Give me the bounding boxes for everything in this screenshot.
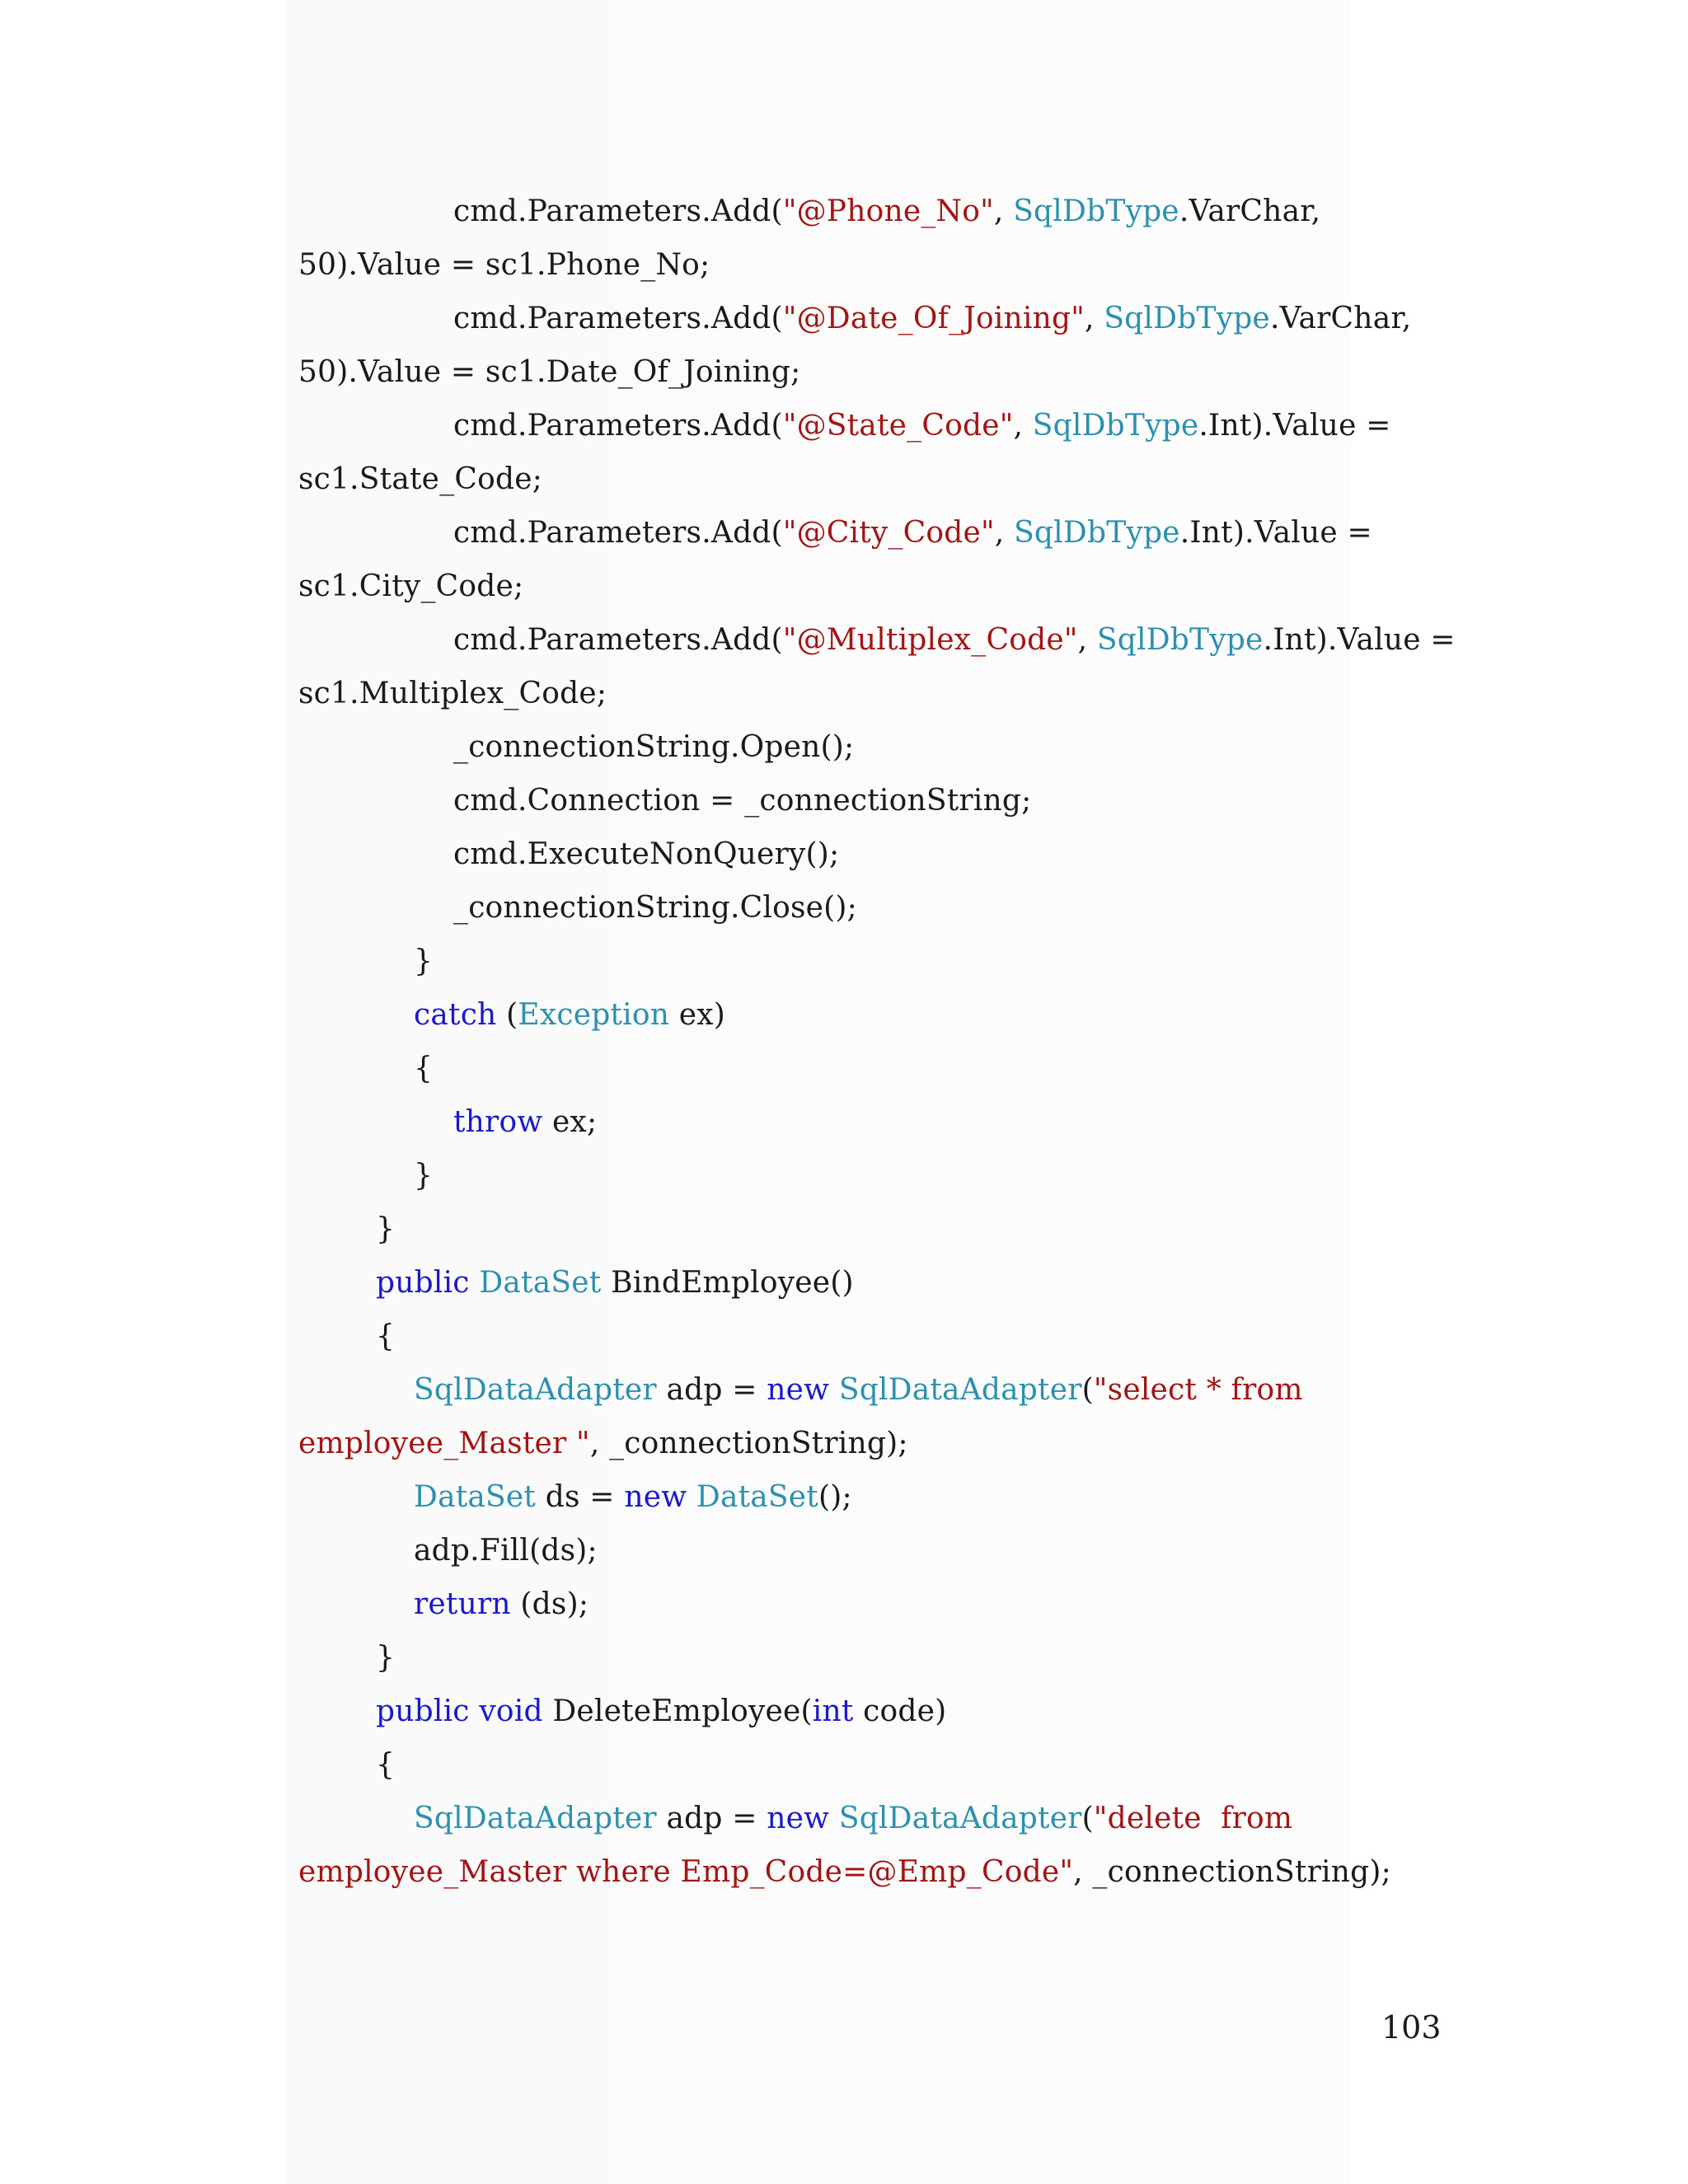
- code-token: cmd.Parameters.Add(: [453, 623, 783, 657]
- code-line: [0, 774, 1688, 827]
- code-token: return: [414, 1587, 511, 1621]
- code-token: ,: [993, 194, 1014, 228]
- code-token: catch: [414, 998, 497, 1032]
- code-token: ();: [818, 1480, 852, 1514]
- code-line: [0, 881, 1688, 935]
- code-token: SqlDbType: [1096, 623, 1264, 657]
- code-token: (: [1081, 1373, 1094, 1407]
- code-token: .Int).Value =: [1198, 409, 1391, 443]
- code-line: [0, 238, 1688, 292]
- code-token: cmd.ExecuteNonQuery();: [453, 837, 840, 871]
- code-line: [0, 452, 1688, 506]
- code-line: [0, 1363, 1688, 1417]
- code-token: {: [376, 1319, 396, 1353]
- code-token: new: [767, 1373, 830, 1407]
- code-token: ex): [669, 998, 725, 1032]
- code-token: [470, 1266, 480, 1300]
- code-token: SqlDbType: [1014, 516, 1180, 550]
- code-token: employee_Master ": [298, 1427, 590, 1460]
- code-token: BindEmployee(): [601, 1266, 854, 1300]
- code-token: code): [853, 1694, 947, 1728]
- code-token: sc1.City_Code;: [298, 569, 524, 603]
- code-line: [0, 1792, 1688, 1845]
- code-line: [0, 1417, 1688, 1470]
- code-token: "@State_Code": [782, 409, 1014, 443]
- code-line: [0, 1577, 1688, 1631]
- code-token: DataSet: [479, 1266, 602, 1300]
- code-line: [0, 1095, 1688, 1149]
- code-token: "@Date_Of_Joining": [782, 302, 1085, 335]
- code-token: }: [414, 944, 434, 978]
- page-number: 103: [1381, 2009, 1442, 2046]
- code-token: SqlDataAdapter: [838, 1373, 1082, 1407]
- code-token: int: [812, 1694, 854, 1728]
- code-token: new: [767, 1802, 830, 1835]
- code-token: {: [414, 1052, 434, 1085]
- code-token: DataSet: [414, 1480, 537, 1514]
- code-token: adp =: [656, 1373, 767, 1407]
- code-token: }: [376, 1212, 396, 1246]
- code-token: SqlDbType: [1032, 409, 1199, 443]
- code-listing: [0, 185, 1688, 1899]
- code-line: [0, 1470, 1688, 1524]
- code-token: DataSet: [696, 1480, 818, 1514]
- code-token: ,: [994, 516, 1015, 550]
- code-line: [0, 1149, 1688, 1202]
- code-token: cmd.Parameters.Add(: [453, 409, 783, 443]
- code-line: [0, 560, 1688, 613]
- code-line: [0, 185, 1688, 238]
- code-line: [0, 506, 1688, 560]
- code-token: public: [376, 1694, 470, 1728]
- code-token: "select * from: [1093, 1373, 1303, 1407]
- code-token: DeleteEmployee(: [542, 1694, 813, 1728]
- code-token: SqlDataAdapter: [414, 1802, 657, 1835]
- code-token: ex;: [542, 1105, 598, 1139]
- code-token: }: [414, 1159, 434, 1193]
- code-token: 50).Value = sc1.Phone_No;: [298, 248, 710, 282]
- code-token: [470, 1694, 480, 1728]
- code-token: cmd.Connection = _connectionString;: [453, 784, 1032, 818]
- code-line: [0, 988, 1688, 1042]
- code-line: [0, 1524, 1688, 1577]
- code-line: [0, 613, 1688, 667]
- code-token: SqlDataAdapter: [838, 1802, 1082, 1835]
- code-token: {: [376, 1748, 396, 1782]
- code-token: [687, 1480, 696, 1514]
- code-token: SqlDbType: [1013, 194, 1179, 228]
- code-token: sc1.Multiplex_Code;: [298, 677, 607, 710]
- code-token: ,: [1077, 623, 1097, 657]
- code-token: .VarChar,: [1269, 302, 1412, 335]
- code-line: [0, 1202, 1688, 1256]
- code-token: (: [1081, 1802, 1094, 1835]
- code-line: [0, 1845, 1688, 1899]
- code-line: [0, 1685, 1688, 1738]
- code-token: .VarChar,: [1179, 194, 1321, 228]
- code-token: SqlDataAdapter: [414, 1373, 657, 1407]
- code-token: [829, 1373, 839, 1407]
- code-token: SqlDbType: [1104, 302, 1270, 335]
- code-token: "@Multiplex_Code": [782, 623, 1078, 657]
- code-line: [0, 345, 1688, 399]
- code-line: [0, 1631, 1688, 1685]
- code-token: , _connectionString);: [1073, 1855, 1391, 1889]
- code-token: _connectionString.Close();: [453, 891, 857, 925]
- code-line: [0, 1738, 1688, 1792]
- code-token: cmd.Parameters.Add(: [453, 194, 783, 228]
- code-line: [0, 667, 1688, 720]
- code-token: [829, 1802, 839, 1835]
- code-token: (: [496, 998, 518, 1032]
- code-token: .Int).Value =: [1263, 623, 1456, 657]
- code-token: }: [376, 1641, 396, 1675]
- code-line: [0, 935, 1688, 988]
- code-token: (ds);: [510, 1587, 589, 1621]
- code-token: .Int).Value =: [1179, 516, 1372, 550]
- code-token: throw: [453, 1105, 543, 1139]
- code-token: ds =: [536, 1480, 625, 1514]
- code-token: new: [624, 1480, 687, 1514]
- code-token: "@City_Code": [782, 516, 995, 550]
- code-line: [0, 720, 1688, 774]
- code-token: public: [376, 1266, 470, 1300]
- code-token: "delete from: [1093, 1802, 1293, 1835]
- code-token: adp =: [656, 1802, 767, 1835]
- code-token: cmd.Parameters.Add(: [453, 516, 783, 550]
- code-token: employee_Master where Emp_Code=@Emp_Code": [298, 1855, 1074, 1889]
- code-token: 50).Value = sc1.Date_Of_Joining;: [298, 355, 801, 389]
- code-token: cmd.Parameters.Add(: [453, 302, 783, 335]
- code-token: _connectionString.Open();: [453, 730, 855, 764]
- code-token: adp.Fill(ds);: [414, 1534, 598, 1568]
- code-token: ,: [1013, 409, 1033, 443]
- code-token: ,: [1085, 302, 1104, 335]
- code-token: Exception: [518, 998, 670, 1032]
- code-line: [0, 1042, 1688, 1095]
- code-line: [0, 827, 1688, 881]
- code-line: [0, 399, 1688, 452]
- code-line: [0, 292, 1688, 345]
- code-token: sc1.State_Code;: [298, 462, 543, 496]
- code-token: void: [479, 1694, 543, 1728]
- code-token: , _connectionString);: [589, 1427, 908, 1460]
- code-line: [0, 1310, 1688, 1363]
- code-token: "@Phone_No": [782, 194, 994, 228]
- code-line: [0, 1256, 1688, 1310]
